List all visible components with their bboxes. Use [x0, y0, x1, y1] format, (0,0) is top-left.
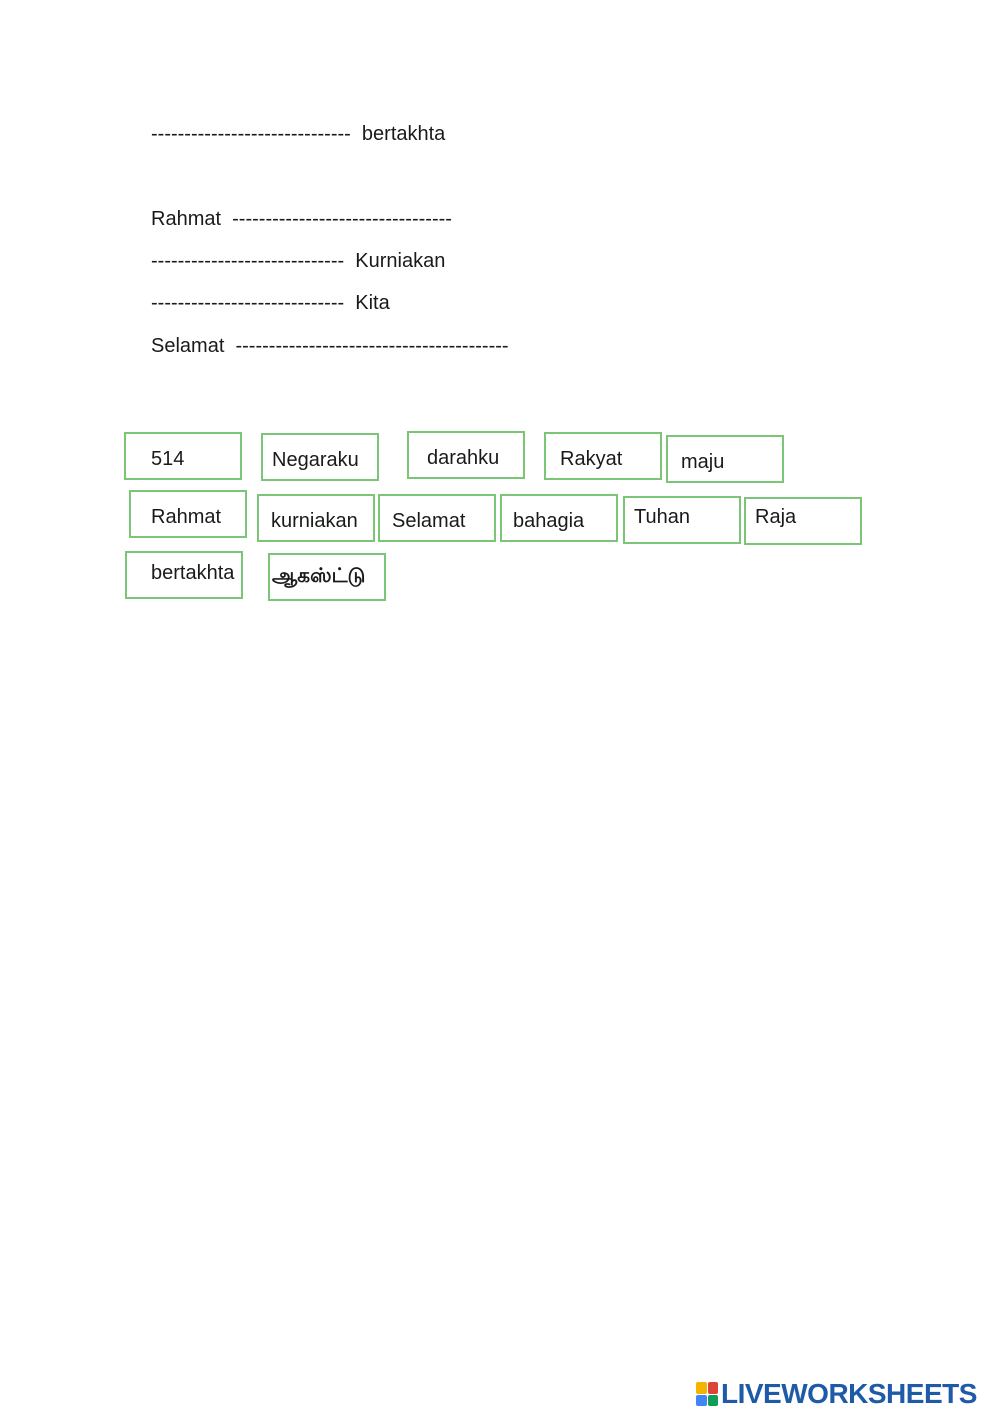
liveworksheets-logo-icon — [696, 1382, 718, 1406]
word-card-label: Rakyat — [560, 448, 623, 470]
word-card-rakyat[interactable] — [544, 432, 662, 480]
word-card-label: bahagia — [513, 510, 585, 532]
word-card-label: Negaraku — [272, 449, 359, 471]
word-card-tamil-august[interactable] — [268, 553, 386, 601]
word-card-label: Raja — [755, 506, 797, 528]
word-card-514[interactable] — [124, 432, 242, 480]
word-card-darahku[interactable] — [407, 431, 525, 479]
word-card-bahagia[interactable] — [500, 494, 618, 542]
word-card-kurniakan[interactable] — [257, 494, 375, 542]
worksheet-line-1: ------------------------------ bertakhta — [151, 123, 446, 145]
worksheet-line-5: Selamat ----------------------------------------- — [151, 335, 509, 357]
word-card-label: Rahmat — [151, 506, 222, 528]
word-card-tuhan[interactable] — [623, 496, 741, 544]
worksheet-line-2: Rahmat --------------------------------- — [151, 208, 452, 230]
word-card-label: Selamat — [392, 510, 466, 532]
worksheet-line-3: ----------------------------- Kurniakan — [151, 250, 446, 272]
word-card-label: darahku — [427, 447, 500, 469]
word-card-selamat[interactable] — [378, 494, 496, 542]
word-card-rahmat[interactable] — [129, 490, 247, 538]
word-card-label: kurniakan — [271, 510, 358, 532]
brand-name: LIVEWORKSHEETS — [721, 1378, 977, 1409]
word-card-bertakhta[interactable] — [125, 551, 243, 599]
word-card-maju[interactable] — [666, 435, 784, 483]
word-card-label: 514 — [151, 448, 185, 470]
word-card-label: maju — [681, 451, 725, 473]
word-card-label: bertakhta — [151, 562, 235, 584]
brand-watermark — [696, 1378, 977, 1410]
worksheet-line-4: ----------------------------- Kita — [151, 292, 390, 314]
word-card-raja[interactable] — [744, 497, 862, 545]
word-card-negaraku[interactable] — [261, 433, 379, 481]
word-card-label: ஆகஸ்ட்டு — [272, 565, 366, 587]
word-card-label: Tuhan — [634, 506, 690, 528]
